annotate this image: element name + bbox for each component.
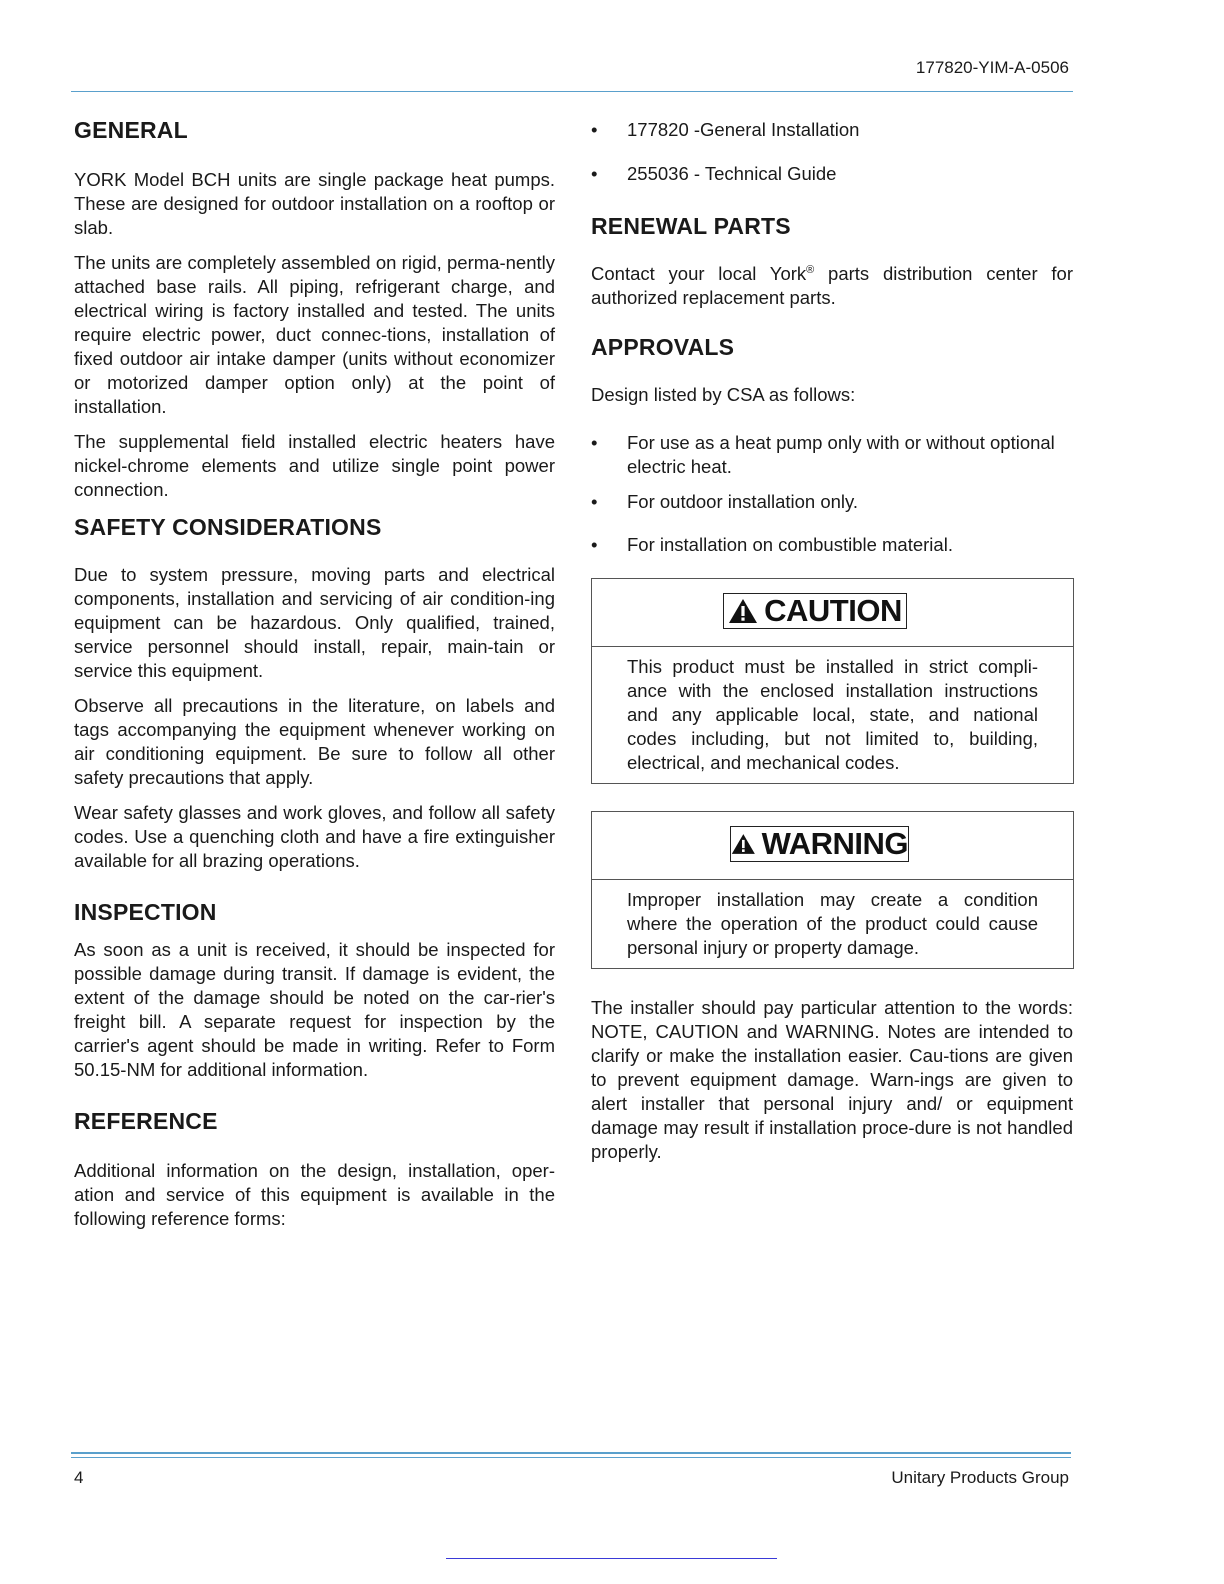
right-column (591, 118, 1073, 1175)
caution-badge (723, 593, 907, 629)
approvals-intro: Design listed by CSA as follows: (591, 384, 856, 405)
registered-mark: ® (806, 263, 815, 276)
footer-rule-thin (71, 1457, 1071, 1458)
inspection-paragraph: As soon as a unit is received, it should be inspected for possible damage during transit. If damage is evident, the extent of the damage should be noted on the car-rier's freight bill. A separate request for inspection by the carrier's agent should be made in writing. Refer to Form 50.15-NM for additional information. (74, 939, 555, 1080)
caution-box (591, 578, 1074, 784)
company-name: Unitary Products Group (891, 1468, 1069, 1487)
warning-body (592, 880, 1073, 968)
reference-paragraph: Additional information on the design, installation, oper-ation and service of this equipment is available in the following reference forms: (74, 1160, 555, 1229)
safety-paragraph-2: Observe all precautions in the literature, on labels and tags accompanying the equipment whenever working on air conditioning equipment. Be sure to follow all other safety precautions that apply. (74, 695, 555, 788)
caution-header (592, 579, 1073, 647)
general-section (74, 116, 555, 502)
renewal-parts-heading: RENEWAL PARTS (591, 213, 791, 239)
list-item: • 177820 -General Installation (591, 118, 1073, 142)
caution-label: CAUTION (764, 593, 902, 628)
list-item: • 255036 - Technical Guide (591, 162, 1073, 186)
warning-badge (730, 826, 909, 862)
approvals-list (591, 431, 1073, 557)
renewal-text-start: Contact your local York (591, 263, 807, 284)
warning-header (592, 812, 1073, 880)
renewal-parts-section (591, 212, 1073, 310)
warning-triangle-icon (731, 830, 756, 858)
list-item: • For outdoor installation only. (591, 490, 1073, 514)
reference-heading: REFERENCE (74, 1108, 218, 1134)
safety-paragraph-1: Due to system pressure, moving parts and electrical components, installation and servicing of air condition-ing equipment can be hazardous. Only qualified, trained, service personnel should install, repair, main-tain or service this equipment. (74, 564, 555, 681)
page-number: 4 (74, 1468, 84, 1487)
footer-rule (71, 1452, 1071, 1454)
left-column (74, 116, 555, 1242)
warning-box (591, 811, 1074, 969)
general-paragraph-2: The units are completely assembled on rigid, perma-nently attached base rails. All piping, refrigerant charge, and electrical wiring is factory installed and tested. The units require electric power, duct connec-tions, installation of fixed outdoor air intake damper (units without economizer or motorized damper option only) at the point of installation. (74, 252, 555, 417)
caution-body (592, 647, 1073, 783)
safety-heading: SAFETY CONSIDERATIONS (74, 514, 382, 540)
renewal-text-end: parts distribution center for authorized replacement parts. (591, 263, 1073, 308)
caution-text: This product must be installed in strict compli-ance with the enclosed installation instructions and any applicable local, state, and national codes including, but not limited to, building, electrical, and mechanical codes. (627, 656, 1038, 773)
warning-text: Improper installation may create a condition where the operation of the product could cause personal injury or property damage. (627, 889, 1038, 958)
general-paragraph-3: The supplemental field installed electric heaters have nickel-chrome elements and utilize single point power connection. (74, 431, 555, 500)
header-rule (71, 91, 1073, 92)
warning-label: WARNING (761, 826, 908, 861)
closing-paragraph: The installer should pay particular attention to the words: NOTE, CAUTION and WARNING. Notes are intended to clarify or make the installation easier. Cau-tions are given to prevent equipment damage. Warn-ings are given to alert installer that personal injury and/ or equipment damage may result if installation proce-dure is not handled properly. (591, 997, 1073, 1162)
safety-paragraph-3: Wear safety glasses and work gloves, and follow all safety codes. Use a quenching cloth and have a fire extinguisher available for all brazing operations. (74, 802, 555, 871)
inspection-section (74, 898, 555, 1082)
footer-link-underline[interactable] (446, 1558, 777, 1559)
renewal-parts-paragraph (591, 262, 1073, 310)
approvals-section (591, 333, 1073, 557)
reference-forms-list (591, 118, 1073, 186)
list-item: • For installation on combustible material. (591, 533, 1073, 557)
general-paragraph-1: YORK Model BCH units are single package heat pumps. These are designed for outdoor installation on a rooftop or slab. (74, 169, 555, 238)
approvals-heading: APPROVALS (591, 334, 735, 360)
warning-triangle-icon (728, 598, 758, 624)
general-heading: GENERAL (74, 117, 188, 143)
reference-section (74, 1107, 555, 1231)
inspection-heading: INSPECTION (74, 899, 217, 925)
list-item: • For use as a heat pump only with or without optional electric heat. (591, 431, 1073, 479)
safety-section (74, 513, 555, 873)
document-number: 177820-YIM-A-0506 (915, 58, 1069, 77)
